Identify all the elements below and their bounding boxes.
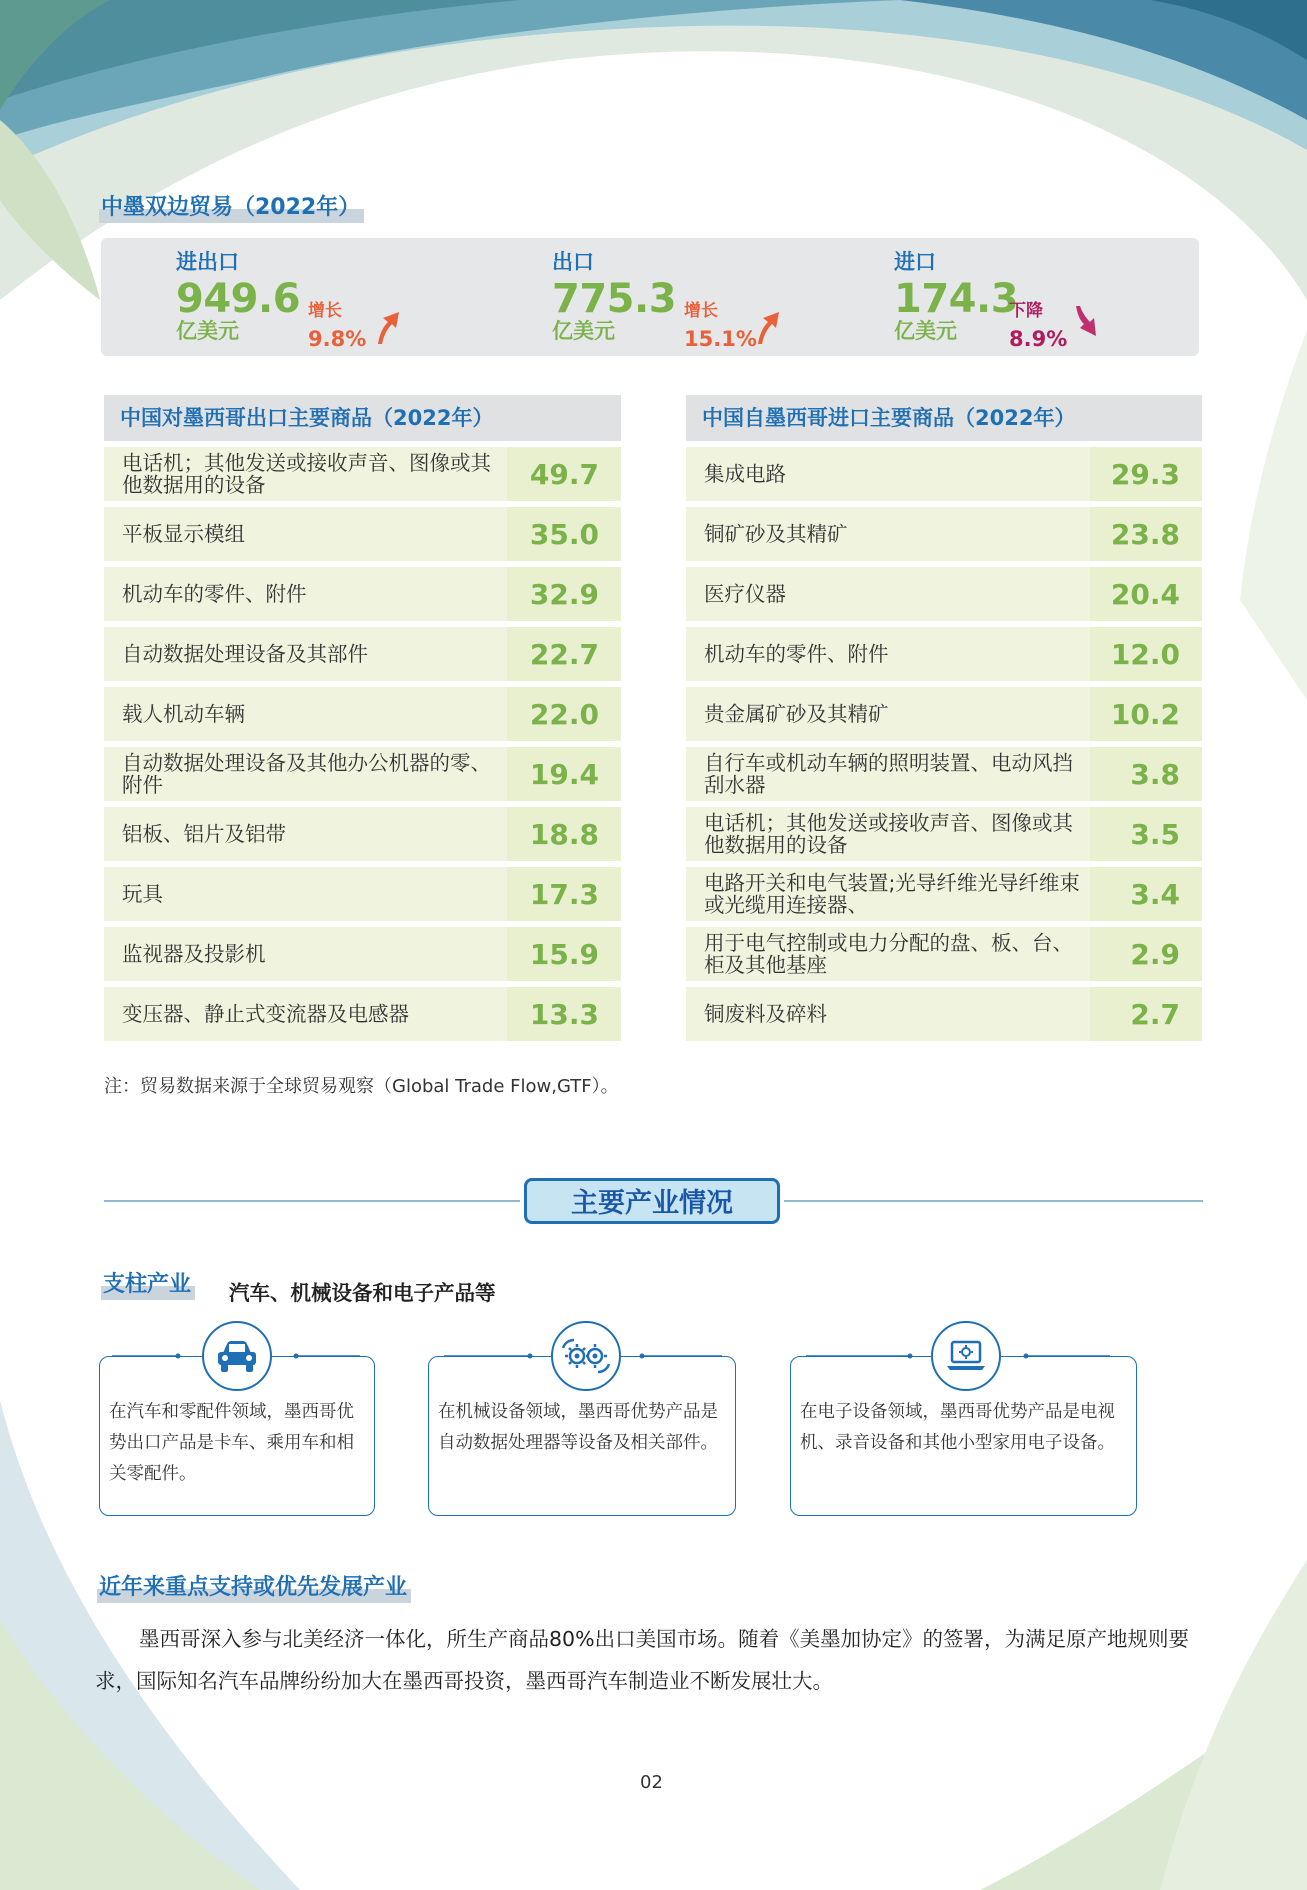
page-number: 02 [640, 1772, 663, 1793]
priority-industry-title: 近年来重点支持或优先发展产业 [97, 1570, 411, 1603]
row-item-value: 3.4 [1090, 867, 1202, 921]
row-item-value: 12.0 [1090, 627, 1202, 681]
row-item-value: 15.9 [507, 927, 621, 981]
stat-value: 949.6 [176, 276, 301, 322]
row-item-value: 3.5 [1090, 807, 1202, 861]
row-item-name: 载人机动车辆 [104, 687, 507, 741]
row-item-name: 自动数据处理设备及其他办公机器的零、附件 [104, 747, 507, 801]
row-item-value: 22.7 [507, 627, 621, 681]
laptop-icon [931, 1321, 1001, 1391]
row-item-value: 32.9 [507, 567, 621, 621]
row-item-name: 变压器、静止式变流器及电感器 [104, 987, 507, 1041]
card-text: 在电子设备领域，墨西哥优势产品是电视机、录音设备和其他小型家用电子设备。 [800, 1402, 1115, 1453]
row-item-value: 2.7 [1090, 987, 1202, 1041]
row-item-name: 自行车或机动车辆的照明装置、电动风挡刮水器 [686, 747, 1090, 801]
stat-label: 进出口 [176, 250, 239, 274]
row-item-name: 玩具 [104, 867, 507, 921]
stat-unit: 亿美元 [894, 319, 957, 343]
card-text: 在汽车和零配件领域，墨西哥优势出口产品是卡车、乘用车和相关零配件。 [109, 1402, 354, 1484]
data-source-note: 注：贸易数据来源于全球贸易观察（Global Trade Flow,GTF）。 [104, 1076, 619, 1097]
row-item-name: 铜废料及碎料 [686, 987, 1090, 1041]
stat-unit: 亿美元 [176, 319, 239, 343]
stat-label: 进口 [894, 250, 936, 274]
export-table-title: 中国对墨西哥出口主要商品（2022年） [104, 395, 621, 441]
stat-unit: 亿美元 [552, 319, 615, 343]
trade-section-title: 中墨双边贸易（2022年） [99, 190, 364, 223]
trend-label: 增长 [684, 301, 718, 321]
row-item-name: 贵金属矿砂及其精矿 [686, 687, 1090, 741]
trend-value: 8.9% [1009, 327, 1068, 351]
priority-industry-paragraph: 墨西哥深入参与北美经济一体化，所生产商品80%出口美国市场。随着《美墨加协定》的签署，为满足原产地规则要求，国际知名汽车品牌纷纷加大在墨西哥投资，墨西哥汽车制造业不断发展壮大。 [95, 1627, 1190, 1693]
trend-value: 15.1% [684, 327, 757, 351]
row-item-name: 机动车的零件、附件 [104, 567, 507, 621]
row-item-name: 机动车的零件、附件 [686, 627, 1090, 681]
row-item-name: 集成电路 [686, 447, 1090, 501]
gears-icon [551, 1321, 621, 1391]
row-item-value: 10.2 [1090, 687, 1202, 741]
row-item-value: 35.0 [507, 507, 621, 561]
row-item-name: 铝板、铝片及铝带 [104, 807, 507, 861]
trend-label: 增长 [308, 301, 342, 321]
pillar-industry-subtitle: 汽车、机械设备和电子产品等 [229, 1281, 496, 1305]
row-item-value: 22.0 [507, 687, 621, 741]
row-item-value: 29.3 [1090, 447, 1202, 501]
pillar-industry-title: 支柱产业 [101, 1267, 195, 1300]
row-item-value: 17.3 [507, 867, 621, 921]
row-item-value: 3.8 [1090, 747, 1202, 801]
row-item-value: 18.8 [507, 807, 621, 861]
row-item-name: 铜矿砂及其精矿 [686, 507, 1090, 561]
row-item-value: 49.7 [507, 447, 621, 501]
row-item-name: 电话机；其他发送或接收声音、图像或其他数据用的设备 [104, 447, 507, 501]
trend-value: 9.8% [308, 327, 367, 351]
row-item-name: 自动数据处理设备及其部件 [104, 627, 507, 681]
car-icon [202, 1321, 272, 1391]
card-text: 在机械设备领域，墨西哥优势产品是自动数据处理器等设备及相关部件。 [438, 1402, 718, 1453]
row-item-name: 用于电气控制或电力分配的盘、板、台、柜及其他基座 [686, 927, 1090, 981]
trend-label: 下降 [1009, 301, 1043, 321]
stat-value: 174.3 [894, 276, 1019, 322]
row-item-value: 19.4 [507, 747, 621, 801]
industry-banner: 主要产业情况 [524, 1178, 780, 1224]
row-item-name: 平板显示模组 [104, 507, 507, 561]
row-item-name: 电路开关和电气装置;光导纤维光导纤维束或光缆用连接器、 [686, 867, 1090, 921]
row-item-name: 医疗仪器 [686, 567, 1090, 621]
row-item-value: 23.8 [1090, 507, 1202, 561]
import-table-title: 中国自墨西哥进口主要商品（2022年） [686, 395, 1202, 441]
stat-label: 出口 [552, 250, 594, 274]
row-item-value: 2.9 [1090, 927, 1202, 981]
row-item-name: 监视器及投影机 [104, 927, 507, 981]
row-item-value: 13.3 [507, 987, 621, 1041]
stat-value: 775.3 [552, 276, 677, 322]
row-item-value: 20.4 [1090, 567, 1202, 621]
row-item-name: 电话机；其他发送或接收声音、图像或其他数据用的设备 [686, 807, 1090, 861]
